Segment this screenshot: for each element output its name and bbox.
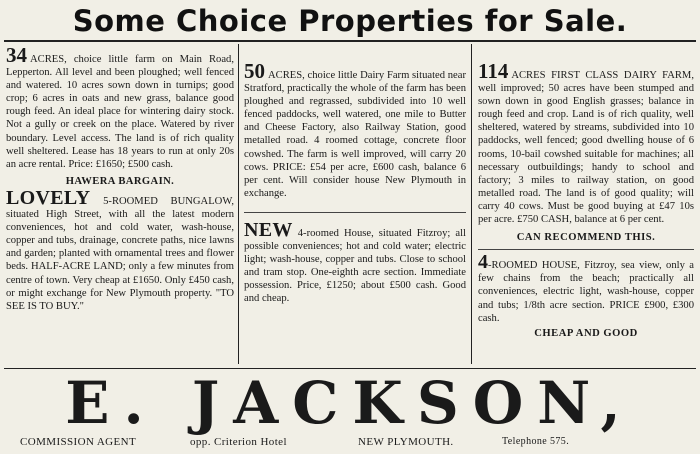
listing-bungalow <box>6 186 234 313</box>
column-left <box>6 46 234 366</box>
listing-text: -ROOMED HOUSE, Fitzroy, sea view, only a few chains from the beach; practically all conveniences, electric light, wash-house, copper and tubs; 1/8th acre section. PRICE £900, £300 cash. <box>478 260 694 324</box>
listing-number: 34 <box>6 46 27 67</box>
agent-title: COMMISSION AGENT <box>20 436 137 448</box>
listing-fitzroy-house <box>244 218 466 306</box>
agent-details <box>0 434 700 450</box>
listing-50-acres <box>244 62 466 200</box>
column-rule-2 <box>471 44 472 364</box>
listing-114-acres <box>478 62 694 226</box>
column-rule-1 <box>238 44 239 364</box>
listing-lead-word: NEW <box>244 218 293 241</box>
listing-number: 114 <box>478 62 509 83</box>
cheap-tagline: CHEAP AND GOOD <box>534 327 638 339</box>
agent-town: NEW PLYMOUTH. <box>358 436 454 448</box>
listing-text: ACRES FIRST CLASS DAIRY FARM, well improved; 50 acres have been stumped and sown down in good English grasses; balance in rough feed and crop. Land is of rich quality, well sheltered, watered by streams, subdivided into 10 paddocks, well fenced; good dwelling house of 6 rooms, 10-bail cowshed suitable for machines; all necessary outbuildings; handy to school and factory; 3 miles to railway station, on good metalled road. The land is of good quality; will carry 40 cows. Must be good buying at £47 10s per acre. £750 CASH, balance at 6 per cent. <box>478 70 694 226</box>
recommend-tagline: CAN RECOMMEND THIS. <box>516 232 656 244</box>
listing-divider <box>244 212 466 213</box>
headline: Some Choice Properties for Sale. <box>72 4 628 38</box>
listing-text: ACRES, choice little Dairy Farm situated near Stratford, practically the whole of the farm has been ploughed and regrassed, subdivided into 10 well fenced paddocks, well watered, one mile to Butter and Cheese Factory, also Railway Station, good metalled road. 4 roomed cottage, concrete floor cowshed. The farm is well improved, will carry 20 cows. PRICE: £54 per acre, £600 cash, balance 6 per cent. Will consider house New Plymouth in exchange. <box>244 70 466 199</box>
column-middle <box>244 62 466 366</box>
column-right <box>478 62 694 366</box>
listing-text: ACRES, choice little farm on Main Road, Lepperton. All level and been ploughed; well fenced and watered. 10 acres sown down in turnips; good crop; 6 acres in oats and new grass, balance good rough feed. An ideal place for wintering dairy stock. Not a gully or creek on the place. Watered by river boundary. Level access. The land is of rich quality well sheltered. Lease has 18 years to run at only 20s an acre rental. Price: £1650; £500 cash. <box>6 54 234 170</box>
listing-lead-word: 4 <box>478 251 488 274</box>
agent-phone: Telephone 575. <box>502 436 570 447</box>
listing-text: 5-ROOMED BUNGALOW, situated High Street, with all the latest modern conveniences, hot and cold water, wash-house, copper and tubs, drainage, concrete paths, nice lawns and garden; planted with ornamental trees and flower beds. HALF-ACRE LAND; only a few minutes from centre of town. Very cheap at £1650. Only £450 cash, or might exchange for New Plymouth property. "TO SEE IS TO BUY." <box>6 195 234 312</box>
listing-lead-word: LOVELY <box>6 186 91 209</box>
top-rule <box>4 40 696 42</box>
listing-sea-view-house <box>478 251 694 324</box>
listing-divider <box>478 249 694 250</box>
listing-text: 4-roomed House, situated Fitzroy; all possible conveniences; hot and cold water; electric light; wash-house, copper and tubs. Close to school and tram stop. One-eighth acre section. Immediate possession. Price, £1250; about £500 cash. Good and cheap. <box>244 227 466 305</box>
section-heading: HAWERA BARGAIN. <box>65 175 175 187</box>
agent-location: opp. Criterion Hotel <box>190 436 287 448</box>
listing-number: 50 <box>244 62 265 83</box>
agent-name: E. JACKSON, <box>65 369 635 437</box>
listing-34-acres <box>6 46 234 171</box>
